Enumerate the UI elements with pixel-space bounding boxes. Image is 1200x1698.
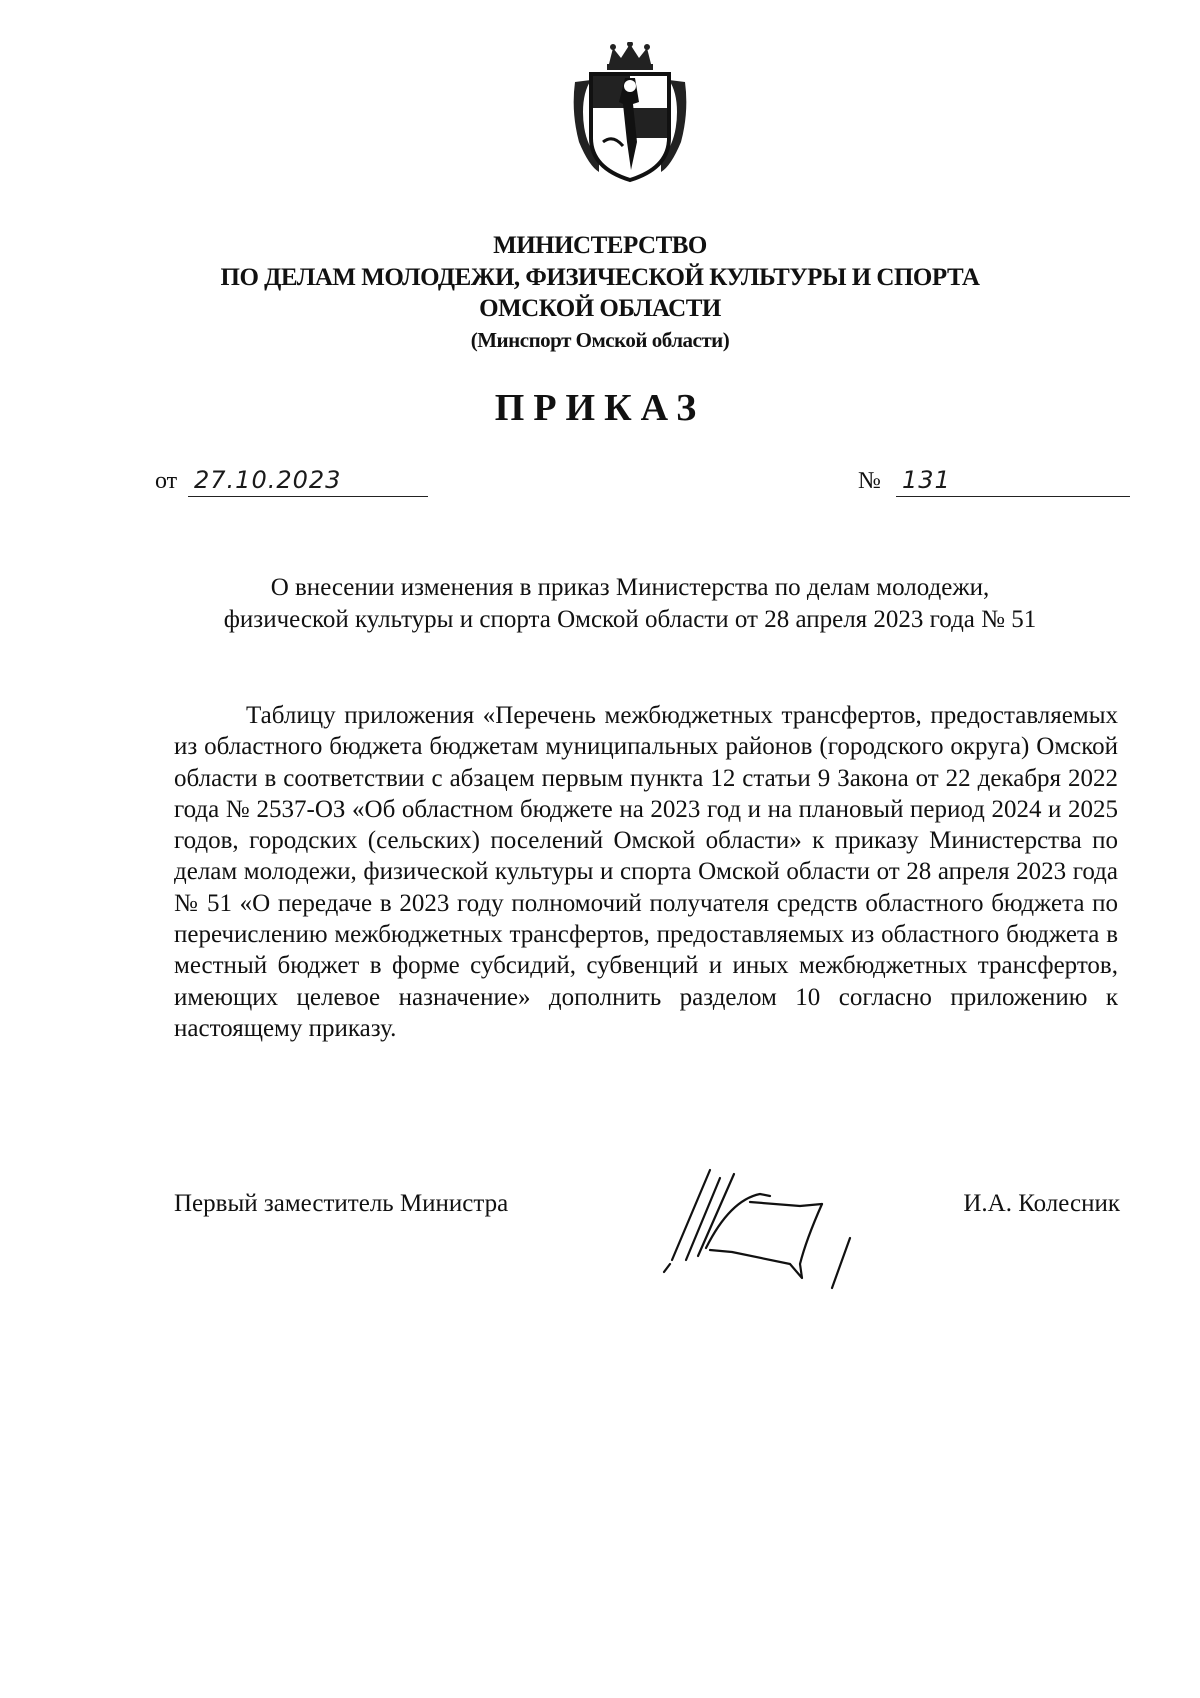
signer-name: И.А. Колесник xyxy=(963,1190,1120,1217)
number-prefix: № xyxy=(858,468,881,494)
date-value: 27.10.2023 xyxy=(194,466,342,494)
subject-line-1: О внесении изменения в приказ Министерства по делам молодежи, xyxy=(270,574,990,601)
body-paragraph: Таблицу приложения «Перечень межбюджетных трансфертов, предоставляемых из областного бюджета бюджетам муниципальных районов (городского округа) Омской области в соответствии с абзацем первым пункта 12 статьи 9 Закона от 22 декабря 2022 года № 2537-ОЗ «Об областном бюджете на 2023 год и на плановый период 2024 и 2025 годов, городских (сельских) поселений Омской области» к приказу Министерства по делам молодежи, физической культуры и спорта Омской области от 28 апреля 2023 года № 51 «О передаче в 2023 году полномочий получателя средств областного бюджета по перечислению межбюджетных трансфертов, предоставляемых из областного бюджета в местный бюджет в форме субсидий, субвенций и иных межбюджетных трансфертов, имеющих целевое назначение» дополнить разделом 10 согласно приложению к настоящему приказу. xyxy=(174,702,1118,1042)
subject-line-2: физической культуры и спорта Омской области от 28 апреля 2023 года № 51 xyxy=(223,606,1037,633)
number-field xyxy=(896,466,1130,497)
date-field xyxy=(188,466,428,497)
coat-of-arms-icon xyxy=(569,42,691,184)
signer-position: Первый заместитель Министра xyxy=(174,1190,509,1217)
ministry-short-name: (Минспорт Омской области) xyxy=(470,328,730,352)
number-value: 131 xyxy=(902,466,951,494)
document-type-title: ПРИКАЗ xyxy=(494,387,706,429)
handwritten-signature xyxy=(650,1160,890,1290)
ministry-title-line-1: МИНИСТЕРСТВО xyxy=(493,232,707,259)
ministry-title-line-2: ПО ДЕЛАМ МОЛОДЕЖИ, ФИЗИЧЕСКОЙ КУЛЬТУРЫ И СПОРТА xyxy=(220,264,980,291)
document-subject xyxy=(160,572,1100,636)
date-prefix: от xyxy=(155,468,178,494)
ministry-title-line-3: ОМСКОЙ ОБЛАСТИ xyxy=(479,295,721,322)
